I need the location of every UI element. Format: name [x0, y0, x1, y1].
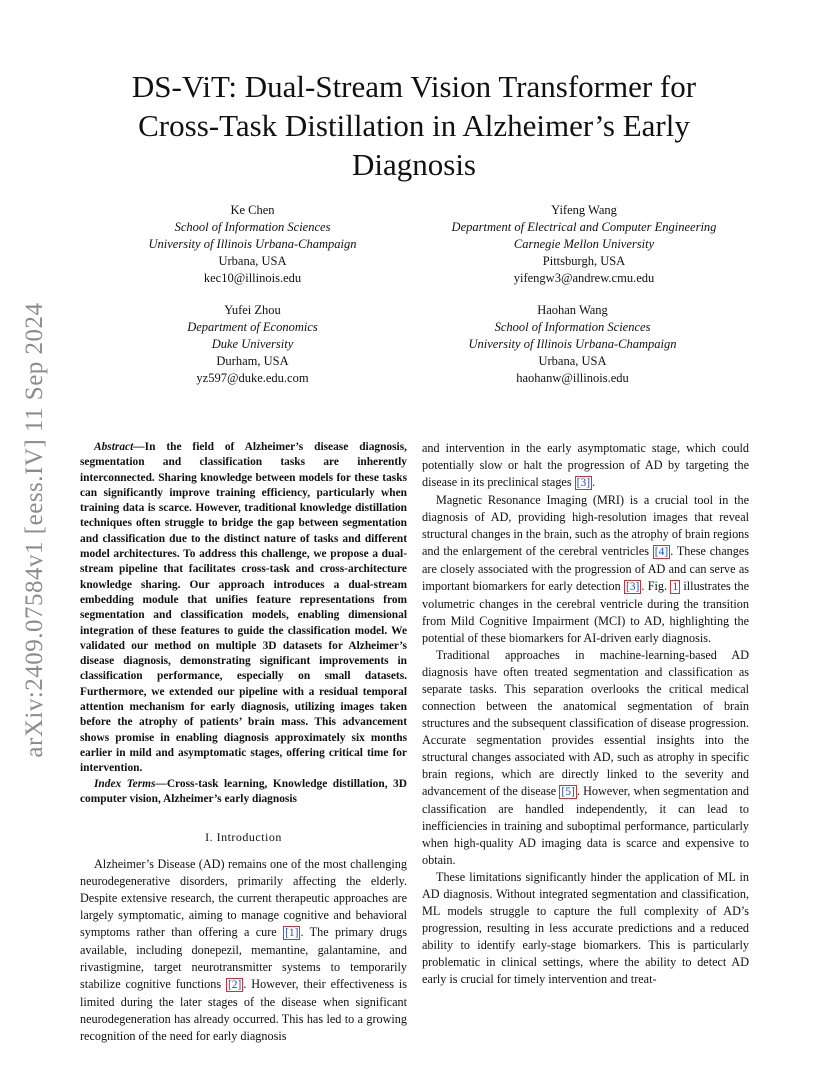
citation-link[interactable]: [1]: [285, 927, 299, 940]
author-block: [130, 302, 375, 387]
abstract-label: Abstract—: [94, 441, 145, 453]
author-email[interactable]: haohanw@illinois.edu: [516, 371, 629, 385]
arxiv-identifier-sidebar: [13, 270, 57, 790]
author-university: University of Illinois Urbana-Champaign: [468, 337, 677, 351]
index-terms-label: Index Terms—: [94, 777, 167, 790]
left-column: [80, 440, 407, 1045]
author-department: Department of Electrical and Computer Engineering: [451, 220, 717, 234]
author-name: Yifeng Wang: [551, 203, 617, 217]
citation-link[interactable]: [5]: [561, 786, 575, 798]
intro-paragraph: These limitations significantly hinder the application of ML in AD diagnosis. Without integrated segmentation and classification, ML models struggle to capture the full complexity of AD’s progression, resulting in less accurate predictions and a reduced ability to identify early-stage biomarkers. This is particularly problematic in clinical settings, where the ability to detect AD early is crucial for timely intervention and treat-: [422, 870, 749, 986]
author-location: Durham, USA: [216, 354, 289, 368]
abstract-text: In the field of Alzheimer’s disease diagnosis, segmentation and classification tasks are inherently interconnected. Sharing knowledge between models for these tasks can significantly improve training efficiency, particularly when training data is scarce. However, traditional knowledge distillation techniques often struggle to bridge the gap between segmentation and classification due to the distinct nature of tasks and different model architectures. To address this challenge, we propose a dual-stream pipeline that facilitates cross-task and cross-architecture knowledge sharing. Our approach introduces a dual-stream embedding module that unifies feature representations from segmentation and classification models, enabling dimensional integration of these features to guide the classification model. We validated our method on multiple 3D datasets for Alzheimer’s disease diagnosis, demonstrating significant improvements in classification performance, especially on small datasets. Furthermore, we extended our pipeline with a residual temporal attention mechanism for early diagnosis, utilizing images taken before the atrophy of patients’ brain mass. This advancement shows promise in enabling diagnosis approximately six months earlier in mild and asymptomatic stages, offering critical time for intervention.: [80, 441, 407, 775]
author-email[interactable]: kec10@illinois.edu: [203, 271, 302, 285]
paragraph-text: . However, when segmentation and classification are handled independently, it can lead to inefficiencies in training and suboptimal performance, particularly when high-quality AD imaging data is scarce and expensive to obtain.: [422, 784, 749, 867]
index-terms-text: Cross-task learning, Knowledge distillation, 3D computer vision, Alzheimer’s early diagnosis: [80, 777, 407, 805]
section-heading: I. Introduction: [205, 830, 282, 845]
paragraph-text: and intervention in the early asymptomatic stage, which could potentially slow or halt the progression of AD by targeting the disease in its preclinical stages: [422, 441, 749, 489]
paragraph-text: .: [592, 475, 596, 489]
author-university: Carnegie Mellon University: [513, 237, 655, 251]
paragraph-text: . These changes are closely associated with the progression of AD and can serve as important biomarkers for early detection: [422, 544, 749, 593]
author-name: Yufei Zhou: [224, 303, 281, 317]
author-block: [130, 202, 375, 287]
intro-paragraph: [422, 647, 749, 869]
author-location: Urbana, USA: [218, 254, 287, 268]
author-name: Haohan Wang: [537, 303, 608, 317]
author-department: Department of Economics: [187, 320, 318, 334]
author-location: Urbana, USA: [538, 354, 607, 368]
paper-title: DS-ViT: Dual-Stream Vision Transformer for Cross-Task Distillation in Alzheimer’s Early Diagnosis: [131, 69, 697, 182]
intro-paragraph: [422, 492, 749, 647]
author-name: Ke Chen: [230, 203, 275, 217]
author-block: [420, 302, 725, 387]
author-block: [420, 202, 748, 287]
intro-paragraph: [422, 440, 749, 492]
author-location: Pittsburgh, USA: [542, 254, 626, 268]
paragraph-text: . The primary drugs available, including donepezil, memantine, galantamine, and rivastigmine, target neurotransmitter systems to temporarily stabilize cognitive functions: [80, 925, 407, 992]
right-column: [422, 440, 749, 988]
intro-paragraph: [80, 856, 407, 1045]
paragraph-text: Alzheimer’s Disease (AD) remains one of the most challenging neurodegenerative disorders, primarily affecting the elderly. Despite extensive research, the current therapeutic approaches are largely symptomatic, aiming to manage cognitive and behavioral symptoms rather than offering a cure: [80, 857, 407, 940]
citation-link[interactable]: [3]: [576, 477, 591, 489]
citation-link[interactable]: [4]: [654, 546, 669, 558]
abstract: [80, 440, 407, 777]
author-department: School of Information Sciences: [494, 320, 651, 334]
paragraph-text: . Fig.: [641, 579, 671, 593]
index-terms: [80, 777, 407, 808]
paragraph-text: Magnetic Resonance Imaging (MRI) is a crucial tool in the diagnosis of AD, providing high-resolution images that reveal structural changes in the brain, such as the atrophy of brain regions and the enlargement of the cerebral ventricles: [422, 493, 749, 558]
author-university: University of Illinois Urbana-Champaign: [148, 237, 357, 251]
citation-link[interactable]: [2]: [227, 979, 242, 992]
author-email[interactable]: yifengw3@andrew.cmu.edu: [513, 271, 655, 285]
paragraph-text: Traditional approaches in machine-learning-based AD diagnosis have often treated segmentation and classification as separate tasks. This separation overlooks the critical medical connection between the anatomical segmentation of brain structures and the subsequent classification of disease progression. Accurate segmentation provides essential insights into the structural changes associated with AD, such as atrophy in specific brain regions, which are directly linked to the severity and advancement of the disease: [422, 648, 749, 798]
citation-link[interactable]: [3]: [625, 581, 640, 593]
paragraph-text: . However, their effectiveness is limited during the later stages of the disease when significant neurodegeneration has already occurred. This has led to a growing recognition of the need for early diagnosis: [80, 977, 407, 1044]
author-email[interactable]: yz597@duke.edu.com: [196, 371, 309, 385]
figure-link[interactable]: 1: [672, 581, 679, 593]
arxiv-id: arXiv:2409.07584v1 [eess.IV] 11 Sep 2024: [21, 302, 48, 758]
author-department: School of Information Sciences: [174, 220, 331, 234]
author-university: Duke University: [211, 337, 294, 351]
paragraph-text: illustrates the volumetric changes in the cerebral ventricle during the transition from Mild Cognitive Impairment (MCI) to AD, highlighting the potential of these biomarkers for AI-driven early diagnosis.: [422, 579, 749, 645]
